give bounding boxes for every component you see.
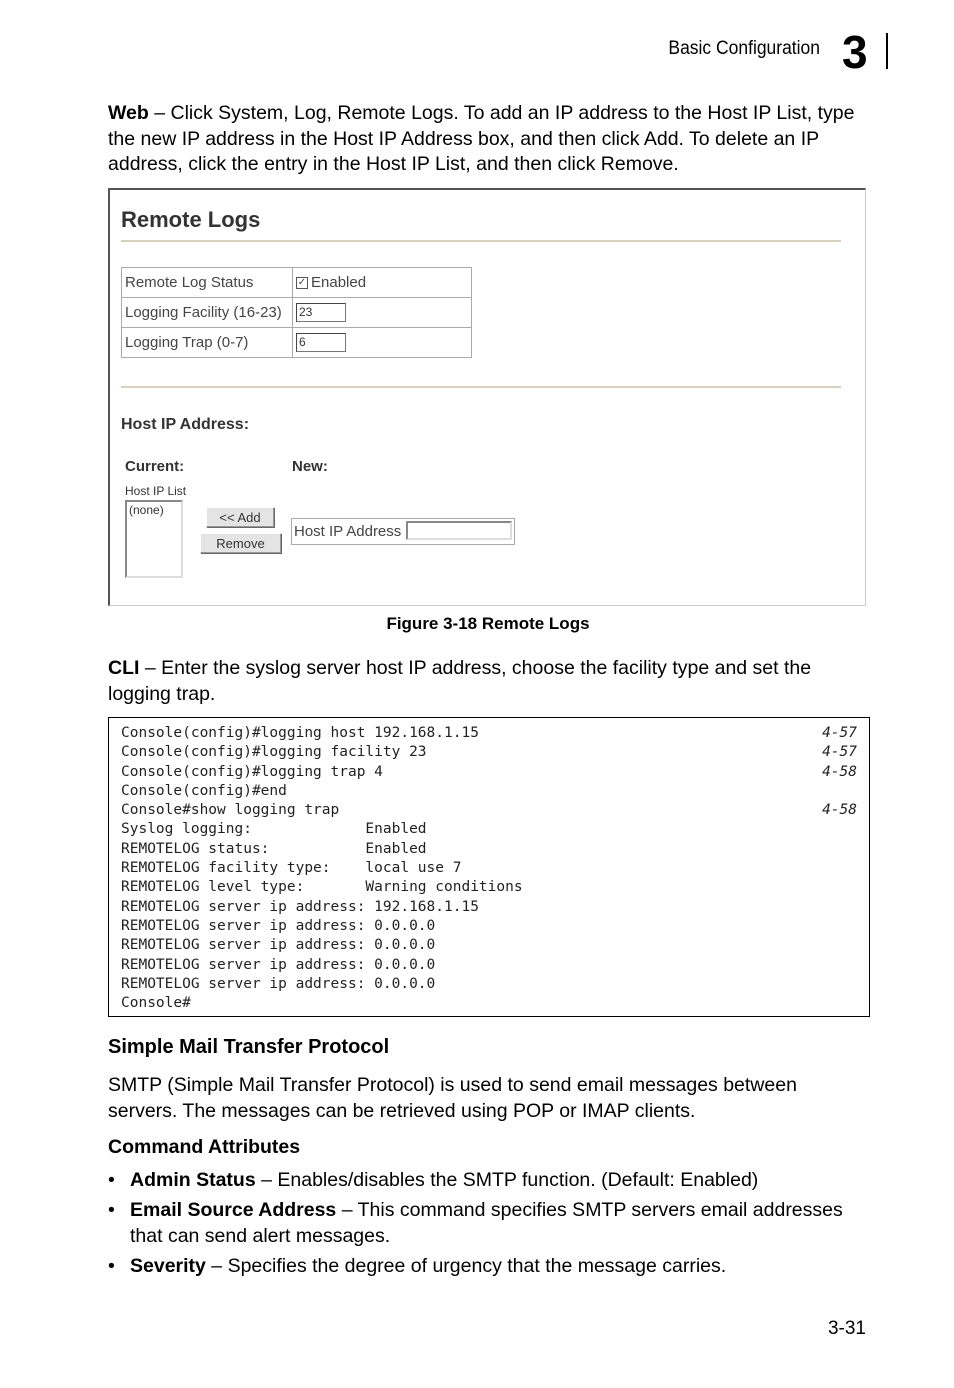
- status-value: [293, 268, 472, 298]
- status-label: Remote Log Status: [122, 268, 293, 298]
- host-ip-list-item[interactable]: (none): [129, 503, 164, 517]
- host-ip-heading: Host IP Address:: [121, 416, 250, 433]
- figure-title: Remote Logs: [121, 207, 261, 232]
- setting-row-facility: [122, 298, 472, 328]
- attribute-text: – Enables/disables the SMTP function. (Default: Enabled): [255, 1169, 759, 1191]
- cli-line: [121, 878, 857, 897]
- cli-line: [121, 801, 857, 820]
- cli-command-text: REMOTELOG status: Enabled: [121, 840, 427, 857]
- facility-value-cell: [293, 298, 472, 328]
- cli-text: – Enter the syslog server host IP address, choose the facility type and set the logging trap.: [108, 657, 812, 705]
- cli-command-text: REMOTELOG server ip address: 192.168.1.15: [121, 898, 479, 915]
- cli-label: CLI: [108, 657, 140, 679]
- current-heading: Current:: [125, 458, 185, 475]
- cli-command-text: Console#: [121, 995, 191, 1012]
- enabled-checkbox[interactable]: ✓: [297, 277, 307, 289]
- new-heading: New:: [292, 458, 328, 475]
- host-ip-address-input[interactable]: [406, 521, 512, 540]
- smtp-heading: Simple Mail Transfer Protocol: [108, 1036, 390, 1058]
- bullet-marker: •: [108, 1254, 115, 1277]
- attribute-text: – Specifies the degree of urgency that the message carries.: [205, 1254, 727, 1277]
- chapter-number: 3: [842, 26, 868, 78]
- attribute-term: Email Source Address: [130, 1199, 337, 1221]
- cli-line: [121, 724, 857, 743]
- cli-example-box: [108, 717, 870, 1017]
- cli-command-text: REMOTELOG server ip address: 0.0.0.0: [121, 917, 436, 934]
- list-item: [108, 1198, 878, 1249]
- cli-instructions: [108, 656, 868, 707]
- cli-page-reference: 4-57: [822, 725, 857, 741]
- cli-line: [121, 917, 857, 936]
- smtp-description: SMTP (Simple Mail Transfer Protocol) is used to send email messages between servers. The messages can be retrieved using POP or IMAP clients.: [108, 1074, 797, 1122]
- facility-input[interactable]: 23: [296, 303, 346, 322]
- command-attributes-heading: Command Attributes: [108, 1136, 301, 1158]
- host-ip-list-label: Host IP List: [125, 484, 187, 498]
- trap-value-cell: [293, 328, 472, 358]
- enabled-label: Enabled: [311, 274, 367, 291]
- cli-page-reference: 4-58: [822, 763, 857, 780]
- web-text: – Click System, Log, Remote Logs. To add an IP address to the Host IP List, type the new IP address in the Host IP Address box, and then click Add. To delete an IP address, click the entry in the Host IP List, and then click Remove.: [108, 102, 855, 175]
- cli-line: [121, 820, 857, 839]
- cli-page-reference: 4-58: [822, 802, 857, 819]
- header-title: Basic Configuration: [668, 38, 820, 59]
- web-instructions: [108, 101, 868, 178]
- cli-line: [121, 898, 857, 917]
- attribute-text: – This command specifies SMTP servers email addresses that can send alert messages.: [130, 1199, 843, 1247]
- cli-line: [121, 743, 857, 762]
- remove-button[interactable]: Remove: [200, 533, 281, 553]
- cli-command-text: REMOTELOG server ip address: 0.0.0.0: [121, 937, 436, 954]
- cli-command-text: REMOTELOG level type: Warning conditions: [121, 879, 523, 896]
- cli-command-text: Console(config)#logging trap 4: [121, 763, 383, 780]
- cli-line: [121, 975, 857, 994]
- bullet-marker: •: [108, 1169, 115, 1191]
- cli-line: [121, 782, 857, 801]
- cli-lines: [121, 724, 857, 1013]
- trap-input[interactable]: 6: [296, 333, 346, 352]
- bullet-marker: •: [108, 1199, 115, 1221]
- new-host-ip-row: [291, 518, 515, 545]
- cli-command-text: REMOTELOG server ip address: 0.0.0.0: [121, 975, 436, 992]
- attribute-term: Severity: [130, 1254, 206, 1277]
- cli-line: [121, 840, 857, 859]
- list-item: [108, 1168, 878, 1194]
- add-button[interactable]: << Add: [206, 507, 274, 527]
- list-item: [108, 1254, 878, 1280]
- cli-command-text: Console(config)#logging host 192.168.1.15: [121, 725, 479, 741]
- trap-label: Logging Trap (0-7): [122, 328, 293, 358]
- host-ip-address-label: Host IP Address: [294, 523, 402, 540]
- cli-command-text: Console#show logging trap: [121, 802, 340, 819]
- title-rule: [121, 240, 841, 242]
- host-ip-list[interactable]: [125, 500, 183, 578]
- chapter-divider: [886, 33, 888, 69]
- setting-row-trap: [122, 328, 472, 358]
- attribute-list: [108, 1168, 878, 1284]
- cli-command-text: REMOTELOG server ip address: 0.0.0.0: [121, 956, 436, 973]
- facility-label: Logging Facility (16-23): [122, 298, 293, 328]
- cli-line: [121, 956, 857, 975]
- cli-line: [121, 763, 857, 782]
- remote-logs-figure: [108, 188, 866, 606]
- cli-command-text: Syslog logging: Enabled: [121, 821, 427, 838]
- cli-page-reference: 4-57: [822, 744, 857, 761]
- cli-line: [121, 859, 857, 878]
- cli-command-text: Console(config)#logging facility 23: [121, 744, 427, 761]
- figure-caption: Figure 3-18 Remote Logs: [386, 614, 590, 633]
- cli-line: [121, 936, 857, 955]
- section-rule: [121, 386, 841, 388]
- page-number: 3-31: [827, 1318, 866, 1339]
- setting-row-status: [122, 268, 472, 298]
- attribute-term: Admin Status: [130, 1169, 256, 1191]
- cli-command-text: REMOTELOG facility type: local use 7: [121, 860, 462, 877]
- remote-log-settings-table: [121, 267, 472, 358]
- cli-command-text: Console(config)#end: [121, 782, 287, 799]
- web-label: Web: [108, 102, 149, 124]
- cli-line: [121, 994, 857, 1013]
